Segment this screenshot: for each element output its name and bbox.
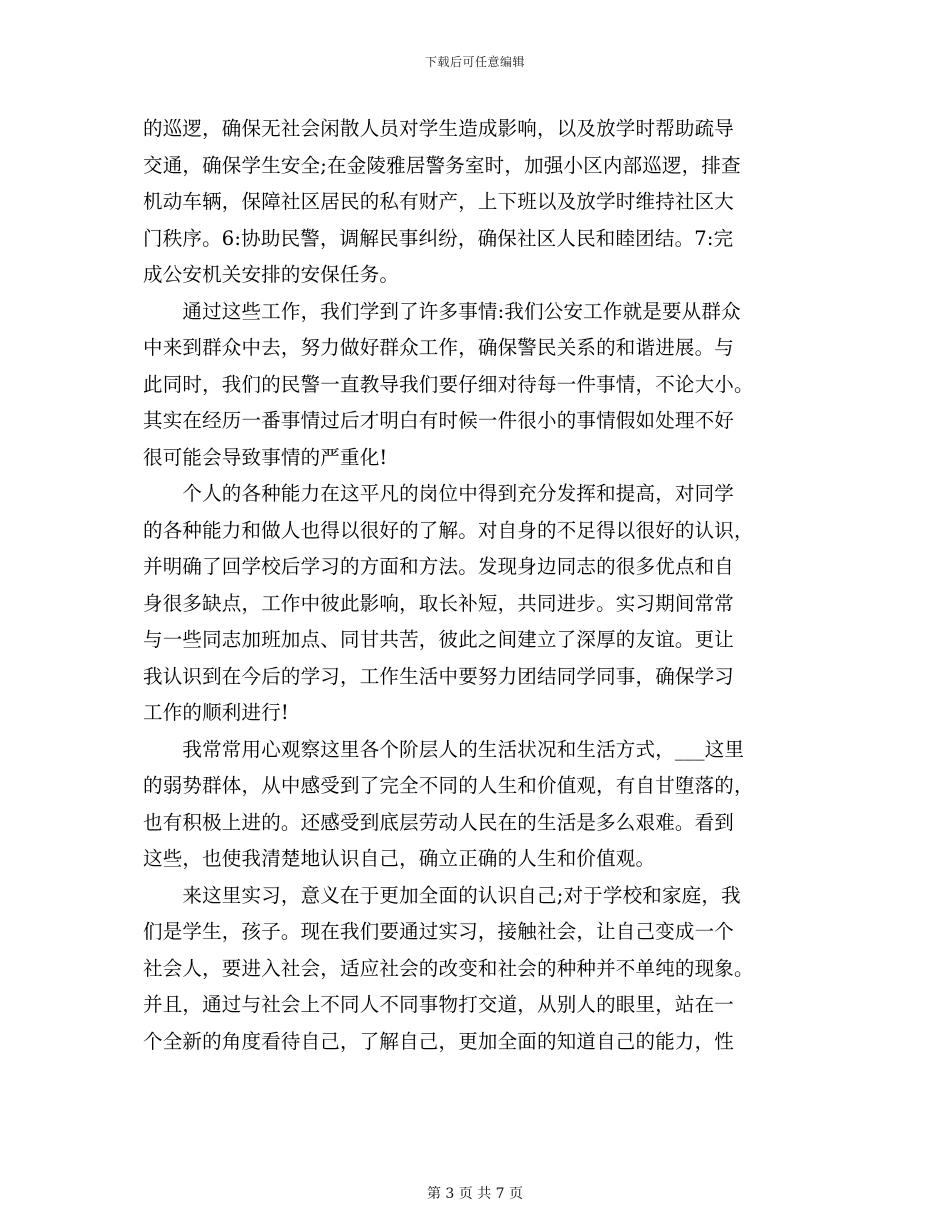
- document-body: [143, 111, 813, 1060]
- text-line: 成公安机关安排的安保任务。: [143, 263, 400, 286]
- text-line: 个全新的角度看待自己，了解自己，更加全面的知道自己的能力，性: [143, 1029, 735, 1053]
- text-line: 也有积极上进的。还感受到底层劳动人民在的生活是多么艰难。看到: [143, 810, 735, 834]
- text-line: 并明确了回学校后学习的方面和方法。发现身边同志的很多优点和自: [143, 555, 735, 578]
- text-line: 的弱势群体，从中感受到了完全不同的人生和价值观，有自甘堕落的，: [143, 774, 754, 797]
- text-line: 社会人，要进入社会，适应社会的改变和社会的种种并不单纯的现象。: [143, 956, 754, 980]
- text-line: 与一些同志加班加点、同甘共苦，彼此之间建立了深厚的友谊。更让: [143, 628, 735, 651]
- text-line: 通过这些工作，我们学到了许多事情:我们公安工作就是要从群众: [143, 299, 741, 323]
- text-line: 来这里实习，意义在于更加全面的认识自己;对于学校和家庭，我: [143, 883, 741, 907]
- text-line: 中来到群众中去，努力做好群众工作，确保警民关系的和谐进展。与: [143, 336, 735, 359]
- text-line: 这些，也使我清楚地认识自己，确立正确的人生和价值观。: [143, 847, 656, 870]
- text-line: 并且，通过与社会上不同人不同事物打交道，从别人的眼里，站在一: [143, 993, 735, 1016]
- text-line: 身很多缺点，工作中彼此影响，取长补短，共同进步。实习期间常常: [143, 591, 735, 615]
- text-line: 的巡逻，确保无社会闲散人员对学生造成影响，以及放学时帮助疏导: [143, 117, 735, 140]
- page-header-note: 下载后可任意编辑: [424, 55, 525, 69]
- text-line: 的各种能力和做人也得以很好的了解。对自身的不足得以很好的认识，: [143, 518, 754, 542]
- text-line: 很可能会导致事情的严重化!: [143, 445, 388, 469]
- text-line: 交通，确保学生安全;在金陵雅居警务室时，加强小区内部巡逻，排查: [143, 153, 741, 177]
- text-line: 其实在经历一番事情过后才明白有时候一件很小的事情假如处理不好: [143, 409, 735, 432]
- text-line: 门秩序。6:协助民警，调解民事纠纷，确保社区人民和睦团结。7:完: [143, 226, 734, 250]
- text-line: 们是学生，孩子。现在我们要通过实习，接触社会，让自己变成一个: [143, 920, 735, 943]
- text-line: 工作的顺利进行!: [143, 701, 289, 724]
- text-line: 个人的各种能力在这平凡的岗位中得到充分发挥和提高，对同学: [143, 482, 735, 505]
- text-line: 机动车辆，保障社区居民的私有财产，上下班以及放学时维持社区大: [143, 190, 735, 213]
- page-number: 第 3 页 共 7 页: [426, 1186, 524, 1202]
- text-line: 我常常用心观察这里各个阶层人的生活状况和生活方式，___这里: [143, 737, 745, 761]
- text-line: 我认识到在今后的学习，工作生活中要努力团结同学同事，确保学习: [143, 664, 735, 688]
- text-line: 此同时，我们的民警一直教导我们要仔细对待每一件事情，不论大小。: [143, 372, 754, 396]
